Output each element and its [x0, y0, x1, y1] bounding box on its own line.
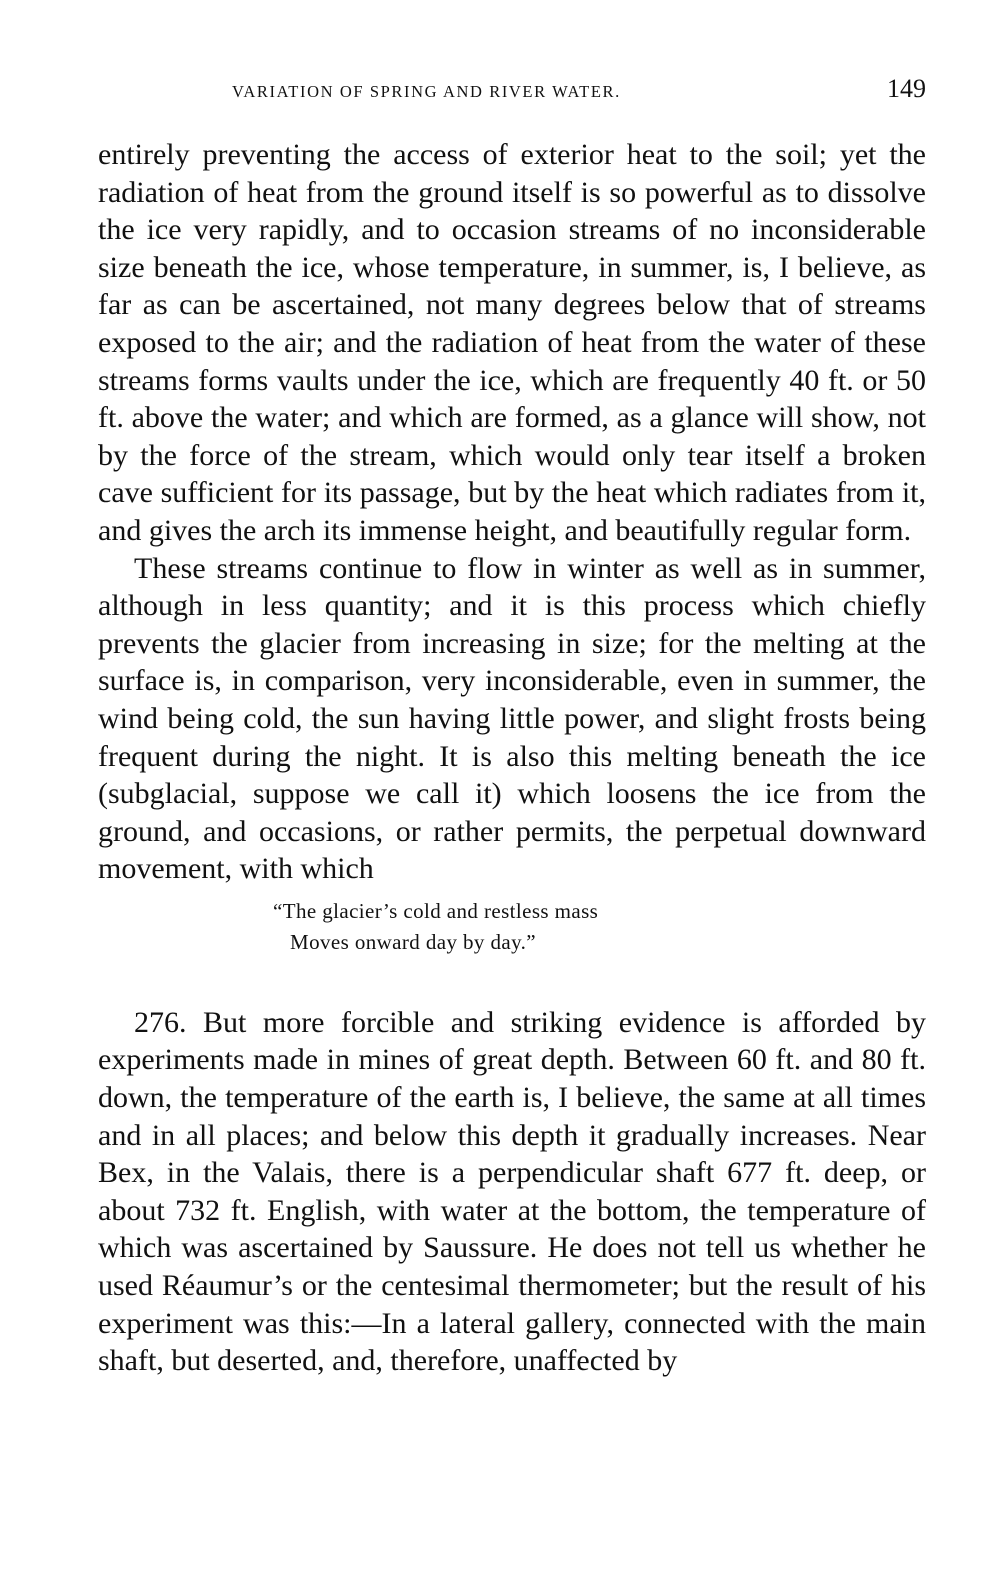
body-text — [98, 136, 926, 1380]
running-head — [98, 60, 926, 104]
paragraph-streams: These streams continue to flow in winter as well as in summer, although in less quantity; and it is this process which chiefly prevents the glacier from increasing in size; for the melting at the surface is, in comparison, very inconsiderable, even in summer, the wind being cold, the sun having little power, and slight frosts being frequent during the night. It is also this melting beneath the ice (subglacial, suppose we call it) which loosens the ice from the ground, and occasions, or rather permits, the perpetual downward movement, with which — [98, 551, 926, 886]
page-number: 149 — [887, 74, 926, 103]
verse-quotation — [273, 896, 926, 958]
paragraph-continued: entirely preventing the access of exterior heat to the soil; yet the radiation of heat from the ground itself is so powerful as to dissolve the ice very rapidly, and to occasion streams of no inconsiderable size beneath the ice, whose temperature, in summer, is, I believe, as far as can be ascertained, not many degrees below that of streams exposed to the air; and the radiation of heat from the water of these streams forms vaults under the ice, which are frequently 40 ft. or 50 ft. above the water; and which are formed, as a glance will show, not by the force of the stream, which would only tear itself a broken cave sufficient for its passage, but by the heat which radiates from it, and gives the arch its immense height, and beautifully regular form. — [98, 138, 926, 547]
running-title: VARIATION OF SPRING AND RIVER WATER. — [232, 82, 621, 101]
verse-line-1: “The glacier’s cold and restless mass — [273, 898, 599, 923]
paragraph-section-276: 276. But more forcible and striking evidence is afforded by experiments made in mines of great depth. Between 60 ft. and 80 ft. down, the temperature of the earth is, I believe, the same at all times and in all places; and below this depth it gradually increases. Near Bex, in the Valais, there is a perpendicular shaft 677 ft. deep, or about 732 ft. English, with water at the bottom, the temperature of which was ascertained by Saussure. He does not tell us whether he used Réaumur’s or the centesimal thermometer; but the result of his experiment was this:—In a lateral gallery, connected with the main shaft, but deserted, and, therefore, unaffected by — [98, 1005, 926, 1378]
section-gap — [98, 958, 926, 1004]
book-page — [98, 60, 926, 1380]
verse-line-2: Moves onward day by day.” — [290, 929, 536, 954]
